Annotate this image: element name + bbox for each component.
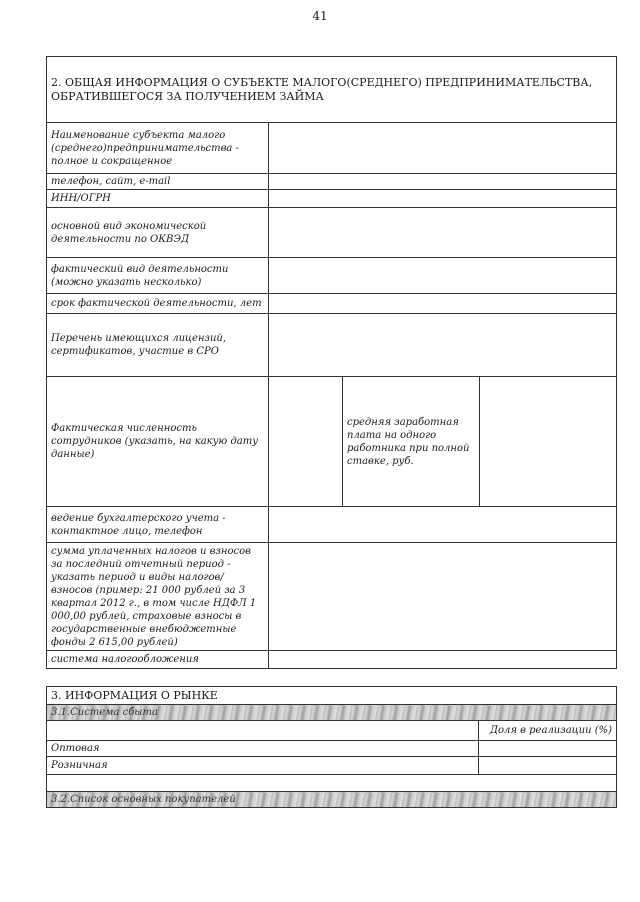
row-label-actual-activity: фактический вид деятельности (можно указать несколько) [47,258,269,294]
subsection-3-1: 3.1.Система сбыта [47,705,617,721]
row-label-contacts: телефон, сайт, e-mail [47,174,269,190]
row-value-tax-system[interactable] [269,651,617,669]
section-2-table [46,56,617,669]
row-label-staff: Фактическая численность сотрудников (указать, на какую дату данные) [47,377,269,507]
row-value-salary[interactable] [480,377,617,507]
row-value-wholesale[interactable] [479,741,617,757]
row-label-salary: средняя заработная плата на одного работника при полной ставке, руб. [343,377,480,507]
share-header-blank [47,721,479,741]
row-value-taxes[interactable] [269,543,617,651]
row-value-term[interactable] [269,294,617,314]
row-value-okved[interactable] [269,208,617,258]
row-value-contacts[interactable] [269,174,617,190]
row-value-actual-activity[interactable] [269,258,617,294]
blank-row[interactable] [47,775,617,792]
row-label-name: Наименование субъекта малого (среднего)предпринимательства - полное и сокращенное [47,123,269,174]
row-value-accounting[interactable] [269,507,617,543]
row-label-accounting: ведение бухгалтерского учета - контактное лицо, телефон [47,507,269,543]
row-value-staff[interactable] [269,377,343,507]
row-label-tax-system: система налогообложения [47,651,269,669]
subsection-3-2: 3.2.Список основных покупателей [47,792,617,808]
row-label-okved: основной вид экономической деятельности по ОКВЭД [47,208,269,258]
row-label-term: срок фактической деятельности, лет [47,294,269,314]
section-2-title: 2. ОБЩАЯ ИНФОРМАЦИЯ О СУБЪЕКТЕ МАЛОГО(СРЕДНЕГО) ПРЕДПРИНИМАТЕЛЬСТВА, ОБРАТИВШЕГОСЯ ЗА ПОЛУЧЕНИЕМ ЗАЙМА [47,57,617,123]
page-number: 41 [312,9,328,23]
section-3-title: 3. ИНФОРМАЦИЯ О РЫНКЕ [47,687,617,705]
share-header: Доля в реализации (%) [479,721,617,741]
section-3-table [46,686,617,808]
row-value-licenses[interactable] [269,314,617,377]
row-value-inn[interactable] [269,190,617,208]
row-label-licenses: Перечень имеющихся лицензий, сертификатов, участие в СРО [47,314,269,377]
row-label-taxes: сумма уплаченных налогов и взносов за последний отчетный период - указать период и виды налогов/взносов (пример: 21 000 рублей за 3 квартал 2012 г., в том числе НДФЛ 1 000,00 рублей, страховые взносы в государственные внебюджетные фонды 2 615,00 рублей) [47,543,269,651]
row-label-retail: Розничная [47,757,479,775]
row-label-inn: ИНН/ОГРН [47,190,269,208]
row-value-name[interactable] [269,123,617,174]
row-label-wholesale: Оптовая [47,741,479,757]
row-value-retail[interactable] [479,757,617,775]
